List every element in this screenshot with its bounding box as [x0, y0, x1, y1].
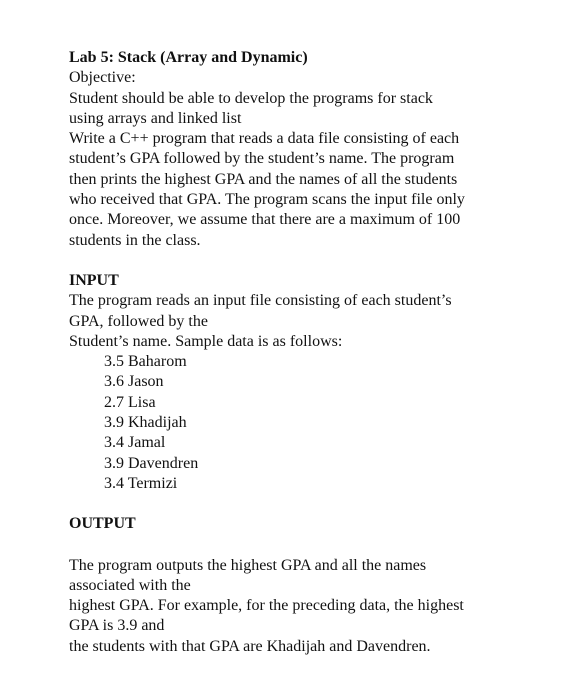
sample-data-row: 3.9 Khadijah [104, 414, 187, 432]
input-line: The program reads an input file consisting of each student’s [69, 292, 452, 310]
document-title: Lab 5: Stack (Array and Dynamic) [69, 49, 308, 66]
objective-label: Objective: [69, 69, 136, 87]
objective-line: using arrays and linked list [69, 109, 242, 127]
task-line: who received that GPA. The program scans the input file only [69, 191, 465, 209]
task-line: Write a C++ program that reads a data file consisting of each [69, 130, 460, 148]
sample-data-row: 3.5 Baharom [104, 353, 187, 371]
output-line: The program outputs the highest GPA and all the names [69, 556, 427, 574]
objective-line: Student should be able to develop the programs for stack [69, 89, 433, 107]
sample-data-row: 2.7 Lisa [104, 393, 156, 411]
output-heading: OUTPUT [69, 515, 136, 533]
sample-data-row: 3.4 Jamal [104, 434, 166, 452]
task-line: student’s GPA followed by the student’s name. The program [69, 150, 455, 168]
sample-data-row: 3.6 Jason [104, 373, 164, 391]
section-spacer [69, 494, 509, 514]
sample-data-row: 3.4 Termizi [104, 474, 178, 492]
output-line: highest GPA. For example, for the preceding data, the highest [69, 597, 464, 615]
task-line: then prints the highest GPA and the names of all the students [69, 170, 458, 188]
task-line: once. Moreover, we assume that there are a maximum of 100 [69, 211, 461, 229]
output-line: the students with that GPA are Khadijah and Davendren. [69, 637, 431, 655]
task-line: students in the class. [69, 231, 201, 249]
output-line: GPA is 3.9 and [69, 617, 165, 635]
lab-document [69, 48, 509, 657]
input-heading: INPUT [69, 271, 119, 289]
sample-data-row: 3.9 Davendren [104, 454, 199, 472]
section-spacer [69, 251, 509, 271]
section-spacer [69, 535, 509, 556]
input-line: GPA, followed by the [69, 312, 208, 330]
output-line: associated with the [69, 576, 191, 594]
input-line: Student’s name. Sample data is as follows: [69, 332, 343, 350]
